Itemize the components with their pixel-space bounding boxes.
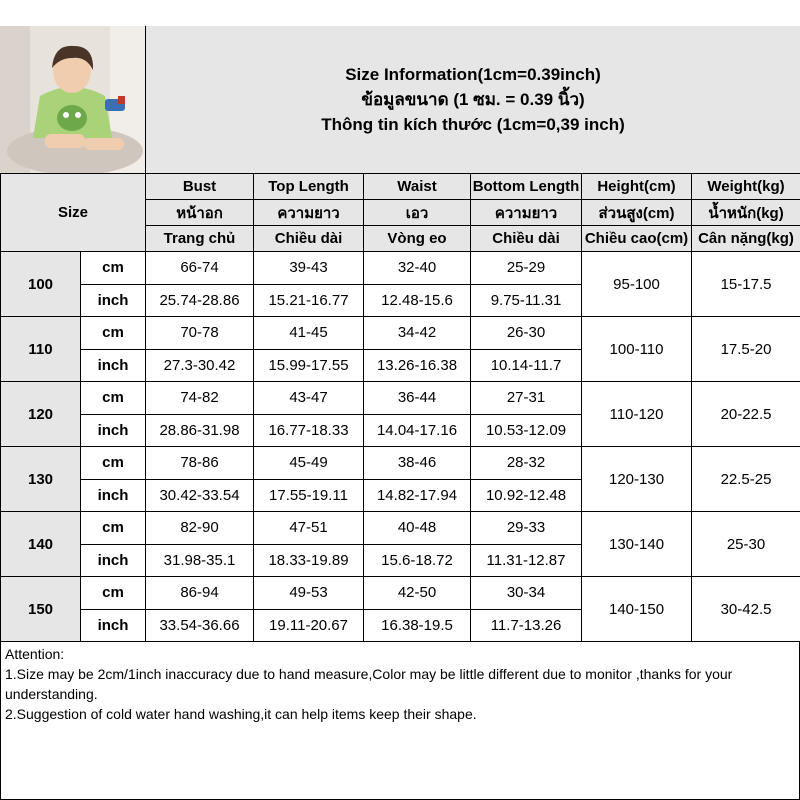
top-length-cm: 43-47 xyxy=(254,382,364,415)
attention-note xyxy=(0,641,800,800)
bottom-length-cm: 29-33 xyxy=(471,512,582,545)
unit-cm: cm xyxy=(81,447,146,480)
height-value: 100-110 xyxy=(582,317,692,382)
size-column-header: Size xyxy=(1,174,146,252)
height-value: 110-120 xyxy=(582,382,692,447)
waist-header: Waist xyxy=(364,174,471,200)
top-length-inch: 15.21-16.77 xyxy=(254,284,364,317)
bust-inch: 25.74-28.86 xyxy=(146,284,254,317)
table-row xyxy=(1,252,800,285)
bottom-length-inch: 11.7-13.26 xyxy=(471,609,582,642)
unit-inch: inch xyxy=(81,609,146,642)
waist-cm: 34-42 xyxy=(364,317,471,350)
header-title-en: Size Information(1cm=0.39inch) xyxy=(345,65,601,84)
waist-cm: 38-46 xyxy=(364,447,471,480)
unit-inch: inch xyxy=(81,284,146,317)
product-photo xyxy=(0,26,145,173)
unit-cm: cm xyxy=(81,252,146,285)
size-value: 150 xyxy=(1,577,81,642)
waist-inch: 13.26-16.38 xyxy=(364,349,471,382)
weight-value: 30-42.5 xyxy=(692,577,800,642)
bust-cm: 78-86 xyxy=(146,447,254,480)
size-chart-table xyxy=(0,173,800,642)
waist-header-th: เอว xyxy=(364,200,471,226)
height-header: Height(cm) xyxy=(582,174,692,200)
table-row xyxy=(1,317,800,350)
bust-header-th: หน้าอก xyxy=(146,200,254,226)
weight-value: 17.5-20 xyxy=(692,317,800,382)
height-value: 130-140 xyxy=(582,512,692,577)
bust-header: Bust xyxy=(146,174,254,200)
size-value: 130 xyxy=(1,447,81,512)
bottom-length-inch: 9.75-11.31 xyxy=(471,284,582,317)
weight-header-th: น้ำหนัก(kg) xyxy=(692,200,800,226)
bottom-length-inch: 10.92-12.48 xyxy=(471,479,582,512)
bust-header-vi: Trang chủ xyxy=(146,226,254,252)
bottom-length-header-th: ความยาว xyxy=(471,200,582,226)
unit-inch: inch xyxy=(81,414,146,447)
unit-cm: cm xyxy=(81,577,146,610)
weight-header: Weight(kg) xyxy=(692,174,800,200)
bust-inch: 30.42-33.54 xyxy=(146,479,254,512)
unit-inch: inch xyxy=(81,349,146,382)
bottom-length-cm: 27-31 xyxy=(471,382,582,415)
bust-cm: 74-82 xyxy=(146,382,254,415)
header-title-th: ข้อมูลขนาด (1 ซม. = 0.39 นิ้ว) xyxy=(361,90,585,109)
attention-line-1: 1.Size may be 2cm/1inch inaccuracy due to hand measure,Color may be little different due to monitor ,thanks for your understanding. xyxy=(5,666,733,702)
top-length-cm: 39-43 xyxy=(254,252,364,285)
table-header-row-en xyxy=(1,174,800,200)
top-length-cm: 41-45 xyxy=(254,317,364,350)
bottom-length-cm: 30-34 xyxy=(471,577,582,610)
unit-cm: cm xyxy=(81,512,146,545)
bottom-length-header: Bottom Length xyxy=(471,174,582,200)
bust-cm: 86-94 xyxy=(146,577,254,610)
size-value: 140 xyxy=(1,512,81,577)
bottom-length-inch: 10.53-12.09 xyxy=(471,414,582,447)
bust-cm: 66-74 xyxy=(146,252,254,285)
top-length-inch: 18.33-19.89 xyxy=(254,544,364,577)
bottom-length-cm: 28-32 xyxy=(471,447,582,480)
unit-cm: cm xyxy=(81,317,146,350)
size-value: 100 xyxy=(1,252,81,317)
top-length-inch: 15.99-17.55 xyxy=(254,349,364,382)
header-title-vi: Thông tin kích thước (1cm=0,39 inch) xyxy=(321,115,625,134)
top-length-inch: 17.55-19.11 xyxy=(254,479,364,512)
bottom-length-header-vi: Chiều dài xyxy=(471,226,582,252)
attention-title: Attention: xyxy=(5,646,65,662)
bust-inch: 33.54-36.66 xyxy=(146,609,254,642)
bottom-length-cm: 26-30 xyxy=(471,317,582,350)
bust-inch: 31.98-35.1 xyxy=(146,544,254,577)
waist-cm: 32-40 xyxy=(364,252,471,285)
bust-cm: 70-78 xyxy=(146,317,254,350)
top-length-cm: 47-51 xyxy=(254,512,364,545)
height-value: 95-100 xyxy=(582,252,692,317)
weight-header-vi: Cân nặng(kg) xyxy=(692,226,800,252)
waist-cm: 40-48 xyxy=(364,512,471,545)
top-length-header: Top Length xyxy=(254,174,364,200)
waist-cm: 42-50 xyxy=(364,577,471,610)
size-value: 110 xyxy=(1,317,81,382)
top-length-cm: 49-53 xyxy=(254,577,364,610)
bottom-length-inch: 10.14-11.7 xyxy=(471,349,582,382)
top-length-header-vi: Chiều dài xyxy=(254,226,364,252)
attention-line-2: 2.Suggestion of cold water hand washing,it can help items keep their shape. xyxy=(5,706,477,722)
bust-inch: 28.86-31.98 xyxy=(146,414,254,447)
weight-value: 25-30 xyxy=(692,512,800,577)
waist-cm: 36-44 xyxy=(364,382,471,415)
table-row xyxy=(1,512,800,545)
top-length-inch: 16.77-18.33 xyxy=(254,414,364,447)
height-header-vi: Chiều cao(cm) xyxy=(582,226,692,252)
height-header-th: ส่วนสูง(cm) xyxy=(582,200,692,226)
weight-value: 22.5-25 xyxy=(692,447,800,512)
table-row xyxy=(1,382,800,415)
child-wearing-tshirt-image xyxy=(0,26,145,173)
bottom-length-inch: 11.31-12.87 xyxy=(471,544,582,577)
waist-inch: 14.04-17.16 xyxy=(364,414,471,447)
bust-inch: 27.3-30.42 xyxy=(146,349,254,382)
waist-inch: 14.82-17.94 xyxy=(364,479,471,512)
weight-value: 20-22.5 xyxy=(692,382,800,447)
height-value: 120-130 xyxy=(582,447,692,512)
waist-inch: 16.38-19.5 xyxy=(364,609,471,642)
top-length-header-th: ความยาว xyxy=(254,200,364,226)
height-value: 140-150 xyxy=(582,577,692,642)
unit-inch: inch xyxy=(81,544,146,577)
unit-cm: cm xyxy=(81,382,146,415)
waist-inch: 12.48-15.6 xyxy=(364,284,471,317)
bust-cm: 82-90 xyxy=(146,512,254,545)
table-row xyxy=(1,447,800,480)
top-length-inch: 19.11-20.67 xyxy=(254,609,364,642)
table-row xyxy=(1,577,800,610)
waist-header-vi: Vòng eo xyxy=(364,226,471,252)
size-info-header xyxy=(145,26,800,173)
bottom-length-cm: 25-29 xyxy=(471,252,582,285)
weight-value: 15-17.5 xyxy=(692,252,800,317)
size-value: 120 xyxy=(1,382,81,447)
top-length-cm: 45-49 xyxy=(254,447,364,480)
unit-inch: inch xyxy=(81,479,146,512)
waist-inch: 15.6-18.72 xyxy=(364,544,471,577)
